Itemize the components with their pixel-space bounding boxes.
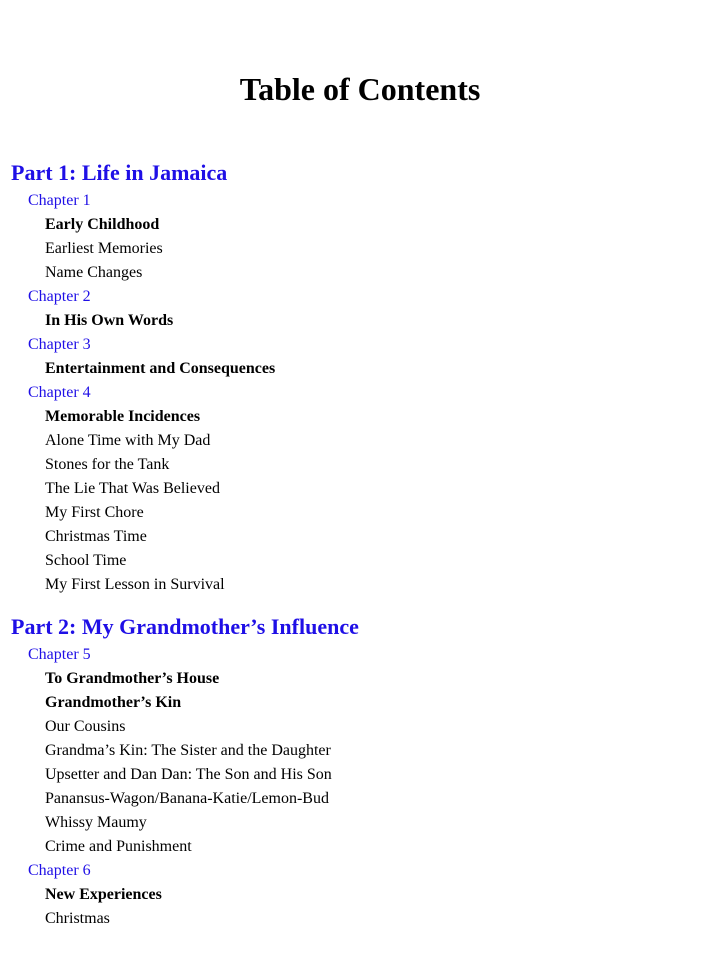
toc-section[interactable]: Our Cousins (45, 718, 126, 735)
chapter-2-link[interactable]: Chapter 2 (28, 288, 91, 305)
toc-section[interactable]: In His Own Words (45, 312, 174, 329)
toc-section[interactable]: Christmas Time (45, 528, 147, 545)
chapter-3-link[interactable]: Chapter 3 (28, 336, 91, 353)
toc-section[interactable]: The Lie That Was Believed (45, 480, 220, 497)
toc-section[interactable]: Grandma’s Kin: The Sister and the Daughter (45, 742, 331, 759)
toc-section[interactable]: Stones for the Tank (45, 456, 170, 473)
part-2-link[interactable]: Part 2: My Grandmother’s Influence (11, 614, 359, 639)
chapter-1-link[interactable]: Chapter 1 (28, 192, 91, 209)
toc-section[interactable]: Grandmother’s Kin (45, 694, 182, 711)
toc-section[interactable]: Entertainment and Consequences (45, 360, 276, 377)
toc-section[interactable]: Crime and Punishment (45, 838, 192, 855)
toc-section[interactable]: New Experiences (45, 886, 162, 903)
toc-section[interactable]: My First Lesson in Survival (45, 576, 225, 593)
chapter-4-link[interactable]: Chapter 4 (28, 384, 91, 401)
toc-section[interactable]: Memorable Incidences (45, 408, 201, 425)
toc-section[interactable]: Panansus-Wagon/Banana-Katie/Lemon-Bud (45, 790, 329, 807)
toc-section[interactable]: Upsetter and Dan Dan: The Son and His Son (45, 766, 332, 783)
toc-section[interactable]: My First Chore (45, 504, 144, 521)
toc-section[interactable]: School Time (45, 552, 127, 569)
chapter-6-link[interactable]: Chapter 6 (28, 862, 91, 879)
toc-section[interactable]: Whissy Maumy (45, 814, 147, 831)
toc-section[interactable]: Alone Time with My Dad (45, 432, 211, 449)
toc-section[interactable]: Name Changes (45, 264, 143, 281)
toc-section[interactable]: Earliest Memories (45, 240, 163, 257)
page-title: Table of Contents (239, 71, 481, 107)
toc-section[interactable]: Early Childhood (45, 216, 160, 233)
toc-section[interactable]: Christmas (45, 910, 110, 927)
part-1-link[interactable]: Part 1: Life in Jamaica (11, 160, 228, 185)
chapter-5-link[interactable]: Chapter 5 (28, 646, 91, 663)
toc-section[interactable]: To Grandmother’s House (45, 670, 220, 687)
